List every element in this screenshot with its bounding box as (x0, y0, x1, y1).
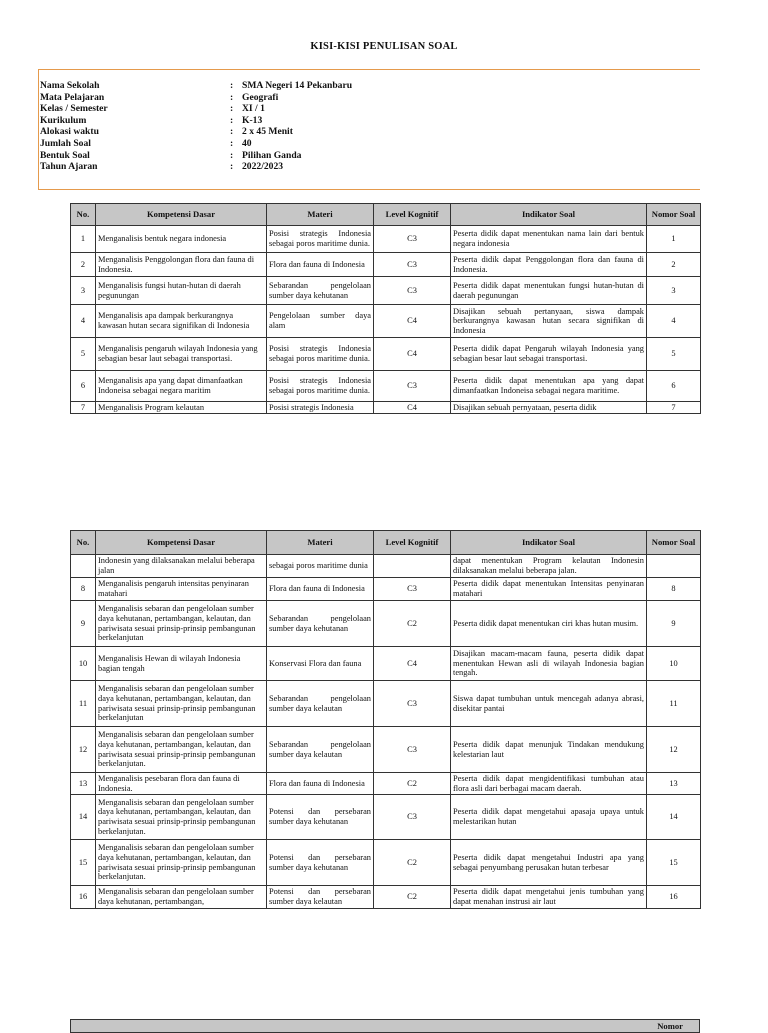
info-value: 40 (242, 137, 252, 149)
info-row (40, 161, 440, 173)
info-colon: : (230, 80, 234, 91)
cell-level-kognitif: C3 (374, 371, 451, 402)
cell-level-kognitif: C3 (374, 277, 451, 305)
cell-level-kognitif: C3 (374, 578, 451, 601)
cell-no: 8 (71, 578, 96, 601)
cell-materi: Flora dan fauna di Indonesia (267, 578, 374, 601)
page-title: KISI-KISI PENULISAN SOAL (310, 41, 458, 52)
cell-no: 4 (71, 305, 96, 338)
cell-no: 16 (71, 886, 96, 909)
info-row (40, 115, 440, 127)
cell-kompetensi-dasar: Menganalisis Hewan di wilayah Indonesia bagian tengah (96, 647, 267, 681)
cell-nomor-soal: 6 (647, 371, 701, 402)
header-nomor-soal: Nomor Soal (647, 531, 701, 555)
info-label: Jumlah Soal (40, 137, 91, 149)
cell-no: 11 (71, 681, 96, 727)
cell-materi: Potensi dan persebaran sumber daya kelautan (267, 886, 374, 909)
cell-kompetensi-dasar: Menganalisis fungsi hutan-hutan di daerah pegunungan (96, 277, 267, 305)
cell-no: 9 (71, 601, 96, 647)
cell-kompetensi-dasar: Menganalisis sebaran dan pengelolaan sumber daya kehutanan, pertambangan, kelautan, dan pariwisata sesuai prinsip-prinsip pembangunan berkelanjutan. (96, 840, 267, 886)
cell-level-kognitif: C3 (374, 727, 451, 773)
header-materi: Materi (267, 531, 374, 555)
cell-materi: Flora dan fauna di Indonesia (267, 253, 374, 277)
cell-materi: Potensi dan persebaran sumber daya kehutanan (267, 795, 374, 840)
info-label: Tahun Ajaran (40, 161, 98, 173)
cell-indikator-soal: Peserta didik dapat menentukan ciri khas hutan musim. (451, 601, 647, 647)
info-value: Pilihan Ganda (242, 149, 302, 161)
cell-kompetensi-dasar: Menganalisis Penggolongan flora dan fauna di Indonesia. (96, 253, 267, 277)
table-row (71, 371, 701, 402)
table-row (71, 578, 701, 601)
cell-indikator-soal: Peserta didik dapat mengetahui apasaja upaya untuk melestarikan hutan (451, 795, 647, 840)
cell-indikator-soal: Disajikan sebuah pertanyaan, siswa dampak berkurangnya kawasan hutan secara signifikan di Indonesia (451, 305, 647, 338)
info-colon: : (230, 91, 234, 103)
cell-kompetensi-dasar: Menganalisis sebaran dan pengelolaan sumber daya kehutanan, pertambangan, (96, 886, 267, 909)
header-no: No. (71, 204, 96, 226)
cell-materi: Posisi strategis Indonesia sebagai poros maritime dunia. (267, 338, 374, 371)
info-colon: : (230, 149, 234, 161)
table-row (71, 338, 701, 371)
cell-indikator-soal: Peserta didik dapat menentukan Intensitas penyinaran matahari (451, 578, 647, 601)
cell-kompetensi-dasar: Menganalisis sebaran dan pengelolaan sumber daya kehutanan, pertambangan, kelautan, dan pariwisata sesuai prinsip-prinsip pembangunan berkelanjutan. (96, 795, 267, 840)
cell-kompetensi-dasar: Menganalisis pesebaran flora dan fauna di Indonesia. (96, 773, 267, 795)
cell-no: 5 (71, 338, 96, 371)
cell-level-kognitif: C2 (374, 773, 451, 795)
cell-nomor-soal: 1 (647, 226, 701, 253)
cell-level-kognitif: C4 (374, 338, 451, 371)
cell-indikator-soal: Disajikan sebuah pernyataan, peserta didik (451, 402, 647, 414)
cell-nomor-soal: 7 (647, 402, 701, 414)
cell-kompetensi-dasar: Menganalisis bentuk negara indonesia (96, 226, 267, 253)
cell-level-kognitif: C4 (374, 647, 451, 681)
cell-no: 2 (71, 253, 96, 277)
info-label: Nama Sekolah (40, 80, 100, 91)
cell-kompetensi-dasar: Menganalisis apa yang dapat dimanfaatkan Indoneisa sebagai negara maritim (96, 371, 267, 402)
cell-indikator-soal: Peserta didik dapat mengidentifikasi tumbuhan atau flora asli dari berbagai macam daerah. (451, 773, 647, 795)
cell-level-kognitif: C2 (374, 886, 451, 909)
info-label: Kurikulum (40, 114, 87, 126)
table-header-row (71, 531, 701, 555)
cell-materi: Sebarandan pengelolaan sumber daya kelautan (267, 681, 374, 727)
cell-level-kognitif: C2 (374, 840, 451, 886)
table-row (71, 226, 701, 253)
info-label: Kelas / Semester (40, 103, 108, 115)
cell-indikator-soal: Peserta didik dapat Pengaruh wilayah Indonesia yang sebagian besar laut sebagai transportasi. (451, 338, 647, 371)
cell-kompetensi-dasar: Menganalisis pengaruh intensitas penyinaran matahari (96, 578, 267, 601)
table-header-row (71, 204, 701, 226)
info-colon: : (230, 126, 234, 138)
cell-level-kognitif: C3 (374, 795, 451, 840)
cell-nomor-soal: 9 (647, 601, 701, 647)
cell-materi: Flora dan fauna di Indonesia (267, 773, 374, 795)
cell-nomor-soal: 15 (647, 840, 701, 886)
cell-indikator-soal: Peserta didik dapat mengetahui jenis tumbuhan yang dapat menahan instrusi air laut (451, 886, 647, 909)
header-kompetensi-dasar: Kompetensi Dasar (96, 531, 267, 555)
table-row (71, 402, 701, 414)
info-value: SMA Negeri 14 Pekanbaru (242, 80, 353, 91)
header-nomor-soal-partial: Nomor (657, 1021, 683, 1031)
info-value: Geografi (242, 91, 279, 103)
table-row (71, 253, 701, 277)
cell-indikator-soal: Siswa dapat tumbuhan untuk mencegah adanya abrasi, disekitar pantai (451, 681, 647, 727)
info-value: 2 x 45 Menit (242, 126, 293, 138)
header-indikator-soal: Indikator Soal (451, 204, 647, 226)
info-row (40, 150, 440, 162)
cell-nomor-soal: 16 (647, 886, 701, 909)
info-colon: : (230, 161, 234, 173)
table-row (71, 681, 701, 727)
cell-no: 13 (71, 773, 96, 795)
cell-level-kognitif: C3 (374, 253, 451, 277)
cell-no: 7 (71, 402, 96, 414)
info-colon: : (230, 114, 234, 126)
cell-nomor-soal: 13 (647, 773, 701, 795)
cell-nomor-soal: 10 (647, 647, 701, 681)
cell-materi: Sebarandan pengelolaan sumber daya kehutanan (267, 601, 374, 647)
info-row (40, 138, 440, 150)
cell-nomor-soal: 12 (647, 727, 701, 773)
info-row (40, 80, 440, 92)
table-row (71, 727, 701, 773)
kisi-table-1 (70, 203, 701, 414)
cell-materi: Konservasi Flora dan fauna (267, 647, 374, 681)
info-colon: : (230, 137, 234, 149)
cell-nomor-soal: 8 (647, 578, 701, 601)
header-nomor-soal: Nomor Soal (647, 204, 701, 226)
table-row (71, 773, 701, 795)
cell-no (71, 555, 96, 578)
cell-nomor-soal: 14 (647, 795, 701, 840)
info-row (40, 126, 440, 138)
cell-level-kognitif: C4 (374, 305, 451, 338)
info-row (40, 92, 440, 104)
cell-indikator-soal: Peserta didik dapat menentukan fungsi hutan-hutan di daerah pegunungan (451, 277, 647, 305)
kisi-table-3-header-partial (70, 1019, 700, 1033)
cell-no: 1 (71, 226, 96, 253)
cell-level-kognitif: C3 (374, 226, 451, 253)
cell-indikator-soal: Peserta didik dapat Penggolongan flora dan fauna di Indonesia. (451, 253, 647, 277)
cell-nomor-soal (647, 555, 701, 578)
cell-level-kognitif: C4 (374, 402, 451, 414)
cell-indikator-soal: Peserta didik dapat menentukan nama lain dari bentuk negara indonesia (451, 226, 647, 253)
info-label: Bentuk Soal (40, 149, 90, 161)
cell-indikator-soal: dapat menentukan Program kelautan Indonesin dilaksanakan melalui beberapa jalan. (451, 555, 647, 578)
cell-kompetensi-dasar: Menganalisis sebaran dan pengelolaan sumber daya kehutanan, pertambangan, kelautan, dan pariwisata sesuai prinsip-prinsip pembangunan berkelanjutan. (96, 727, 267, 773)
cell-no: 10 (71, 647, 96, 681)
header-level-kognitif: Level Kognitif (374, 531, 451, 555)
cell-no: 14 (71, 795, 96, 840)
info-label: Mata Pelajaran (40, 91, 105, 103)
cell-materi: Posisi strategis Indonesia sebagai poros maritime dunia. (267, 371, 374, 402)
cell-materi: sebagai poros maritime dunia (267, 555, 374, 578)
cell-materi: Sebarandan pengelolaan sumber daya kehutanan (267, 277, 374, 305)
cell-kompetensi-dasar: Indonesin yang dilaksanakan melalui beberapa jalan (96, 555, 267, 578)
kisi-table-2 (70, 530, 701, 909)
cell-kompetensi-dasar: Menganalisis apa dampak berkurangnya kawasan hutan secara signifikan di Indonesia (96, 305, 267, 338)
info-colon: : (230, 103, 234, 115)
table-row (71, 886, 701, 909)
cell-kompetensi-dasar: Menganalisis sebaran dan pengelolaan sumber daya kehutanan, pertambangan, kelautan, dan pariwisata sesuai prinsip-prinsip pembangunan berkelanjutan (96, 601, 267, 647)
table-row (71, 305, 701, 338)
cell-no: 6 (71, 371, 96, 402)
cell-indikator-soal: Peserta didik dapat menunjuk Tindakan mendukung kelestarian laut (451, 727, 647, 773)
info-label: Alokasi waktu (40, 126, 99, 138)
top-divider (38, 69, 700, 70)
cell-nomor-soal: 11 (647, 681, 701, 727)
cell-indikator-soal: Peserta didik dapat menentukan apa yang dapat dimanfaatkan Indoneisa sebagai negara maritime. (451, 371, 647, 402)
cell-materi: Sebarandan pengelolaan sumber daya kelautan (267, 727, 374, 773)
table-row (71, 795, 701, 840)
cell-nomor-soal: 4 (647, 305, 701, 338)
header-no: No. (71, 531, 96, 555)
cell-nomor-soal: 5 (647, 338, 701, 371)
cell-no: 15 (71, 840, 96, 886)
cell-kompetensi-dasar: Menganalisis pengaruh wilayah Indonesia yang sebagian besar laut sebagai transportasi. (96, 338, 267, 371)
cell-materi: Potensi dan persebaran sumber daya kehutanan (267, 840, 374, 886)
cell-no: 12 (71, 727, 96, 773)
cell-no: 3 (71, 277, 96, 305)
table-row (71, 647, 701, 681)
info-value: K-13 (242, 114, 263, 126)
header-level-kognitif: Level Kognitif (374, 204, 451, 226)
table-row (71, 555, 701, 578)
table-row (71, 277, 701, 305)
cell-nomor-soal: 2 (647, 253, 701, 277)
info-row (40, 103, 440, 115)
header-indikator-soal: Indikator Soal (451, 531, 647, 555)
header-materi: Materi (267, 204, 374, 226)
cell-level-kognitif: C2 (374, 601, 451, 647)
cell-materi: Posisi strategis Indonesia (267, 402, 374, 414)
cell-nomor-soal: 3 (647, 277, 701, 305)
cell-materi: Pengelolaan sumber daya alam (267, 305, 374, 338)
info-left-border (38, 69, 39, 190)
table-row (71, 840, 701, 886)
table-row (71, 601, 701, 647)
cell-level-kognitif: C3 (374, 681, 451, 727)
info-value: XI / 1 (242, 103, 265, 115)
cell-kompetensi-dasar: Menganalisis Program kelautan (96, 402, 267, 414)
cell-level-kognitif (374, 555, 451, 578)
header-kompetensi-dasar: Kompetensi Dasar (96, 204, 267, 226)
cell-kompetensi-dasar: Menganalisis sebaran dan pengelolaan sumber daya kehutanan, pertambangan, kelautan, dan pariwisata sesuai prinsip-prinsip pembangunan berkelanjutan (96, 681, 267, 727)
cell-indikator-soal: Disajikan macam-macam fauna, peserta didik dapat menentukan Hewan asli di wilayah Indonesia bagian tengah. (451, 647, 647, 681)
cell-indikator-soal: Peserta didik dapat mengetahui Industri apa yang sebagai penyumbang perusakan hutan terbesar (451, 840, 647, 886)
identity-block (40, 80, 440, 173)
info-value: 2022/2023 (242, 161, 284, 173)
cell-materi: Posisi strategis Indonesia sebagai poros maritime dunia. (267, 226, 374, 253)
bottom-divider (38, 189, 700, 190)
